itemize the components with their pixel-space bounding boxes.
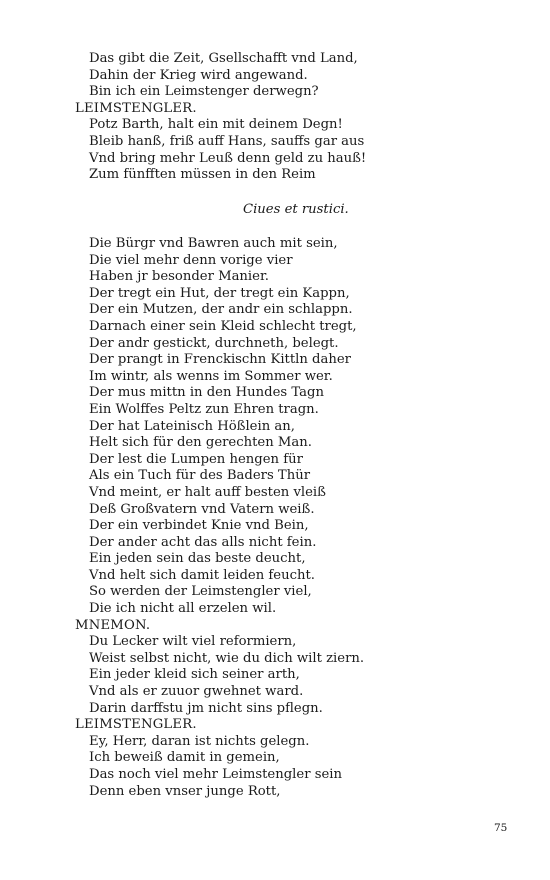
verse-line: Potz Barth, halt ein mit deinem Degn! [89,117,343,133]
verse-block-top [75,51,366,184]
verse-line: Weist selbst nicht, wie du dich wilt ziern. [89,650,365,666]
speaker-name: LEIMSTENGLER. [75,100,197,116]
verse-line: Darin darffstu jm nicht sins pflegn. [89,700,323,716]
verse-line: Ey, Herr, daran ist nichts gelegn. [89,733,310,749]
verse-line: Das gibt die Zeit, Gsellschafft vnd Land, [89,51,358,66]
stage-direction: Ciues et rustici. [243,202,349,217]
verse-line: Ein jeder kleid sich seiner arth, [89,667,300,683]
verse-line: Der lest die Lumpen hengen für [89,451,303,467]
verse-line: Die Bürgr vnd Bawren auch mit sein, [89,236,338,251]
page-number: 75 [494,822,508,834]
verse-line: Der prangt in Frenckischn Kittln daher [89,352,351,368]
speaker-name: MNEMON. [75,617,151,633]
verse-line: Helt sich für den gerechten Man. [89,435,312,451]
verse-line: Der tregt ein Hut, der tregt ein Kappn, [89,285,350,301]
verse-line: Der ein Mutzen, der andr ein schlappn. [89,302,353,318]
verse-line: Haben jr besonder Manier. [89,269,269,285]
verse-line: Bleib hanß, friß auff Hans, sauffs gar aus [89,133,365,149]
verse-block-main [75,236,364,800]
verse-line: Der hat Lateinisch Hößlein an, [89,418,295,434]
verse-line: Bin ich ein Leimstenger derwegn? [89,84,319,100]
verse-line: Als ein Tuch für des Baders Thür [89,468,310,484]
verse-line: Ein jeden sein das beste deucht, [89,551,306,567]
verse-line: Deß Großvatern vnd Vatern weiß. [89,501,315,517]
verse-line: Der andr gestickt, durchneth, belegt. [89,335,339,351]
verse-line: Vnd als er zuuor gwehnet ward. [89,684,304,700]
verse-line: Die viel mehr denn vorige vier [89,252,293,268]
speaker-name: LEIMSTENGLER. [75,717,197,733]
verse-line: Das noch viel mehr Leimstengler sein [89,767,342,782]
verse-line: Denn eben vnser junge Rott, [89,783,281,799]
verse-line: Darnach einer sein Kleid schlecht tregt, [89,318,357,334]
verse-line: Der ander acht das alls nicht fein. [89,534,317,550]
verse-line: Vnd meint, er halt auff besten vleiß [89,484,326,500]
verse-line: Du Lecker wilt viel reformiern, [89,634,297,650]
verse-line: Die ich nicht all erzelen wil. [89,601,277,617]
verse-line: Ein Wolffes Peltz zun Ehren tragn. [89,401,319,417]
verse-line: Im wintr, als wenns im Sommer wer. [89,368,333,384]
verse-line: Dahin der Krieg wird angewand. [89,67,308,83]
verse-line: Vnd helt sich damit leiden feucht. [89,567,315,583]
verse-line: Zum fünfften müssen in den Reim [89,167,316,183]
verse-line: Vnd bring mehr Leuß denn geld zu hauß! [89,150,367,166]
verse-line: So werden der Leimstengler viel, [89,584,312,600]
verse-line: Der ein verbindet Knie vnd Bein, [89,518,309,534]
verse-line: Der mus mittn in den Hundes Tagn [89,385,324,401]
verse-line: Ich beweiß damit in gemein, [89,750,280,766]
